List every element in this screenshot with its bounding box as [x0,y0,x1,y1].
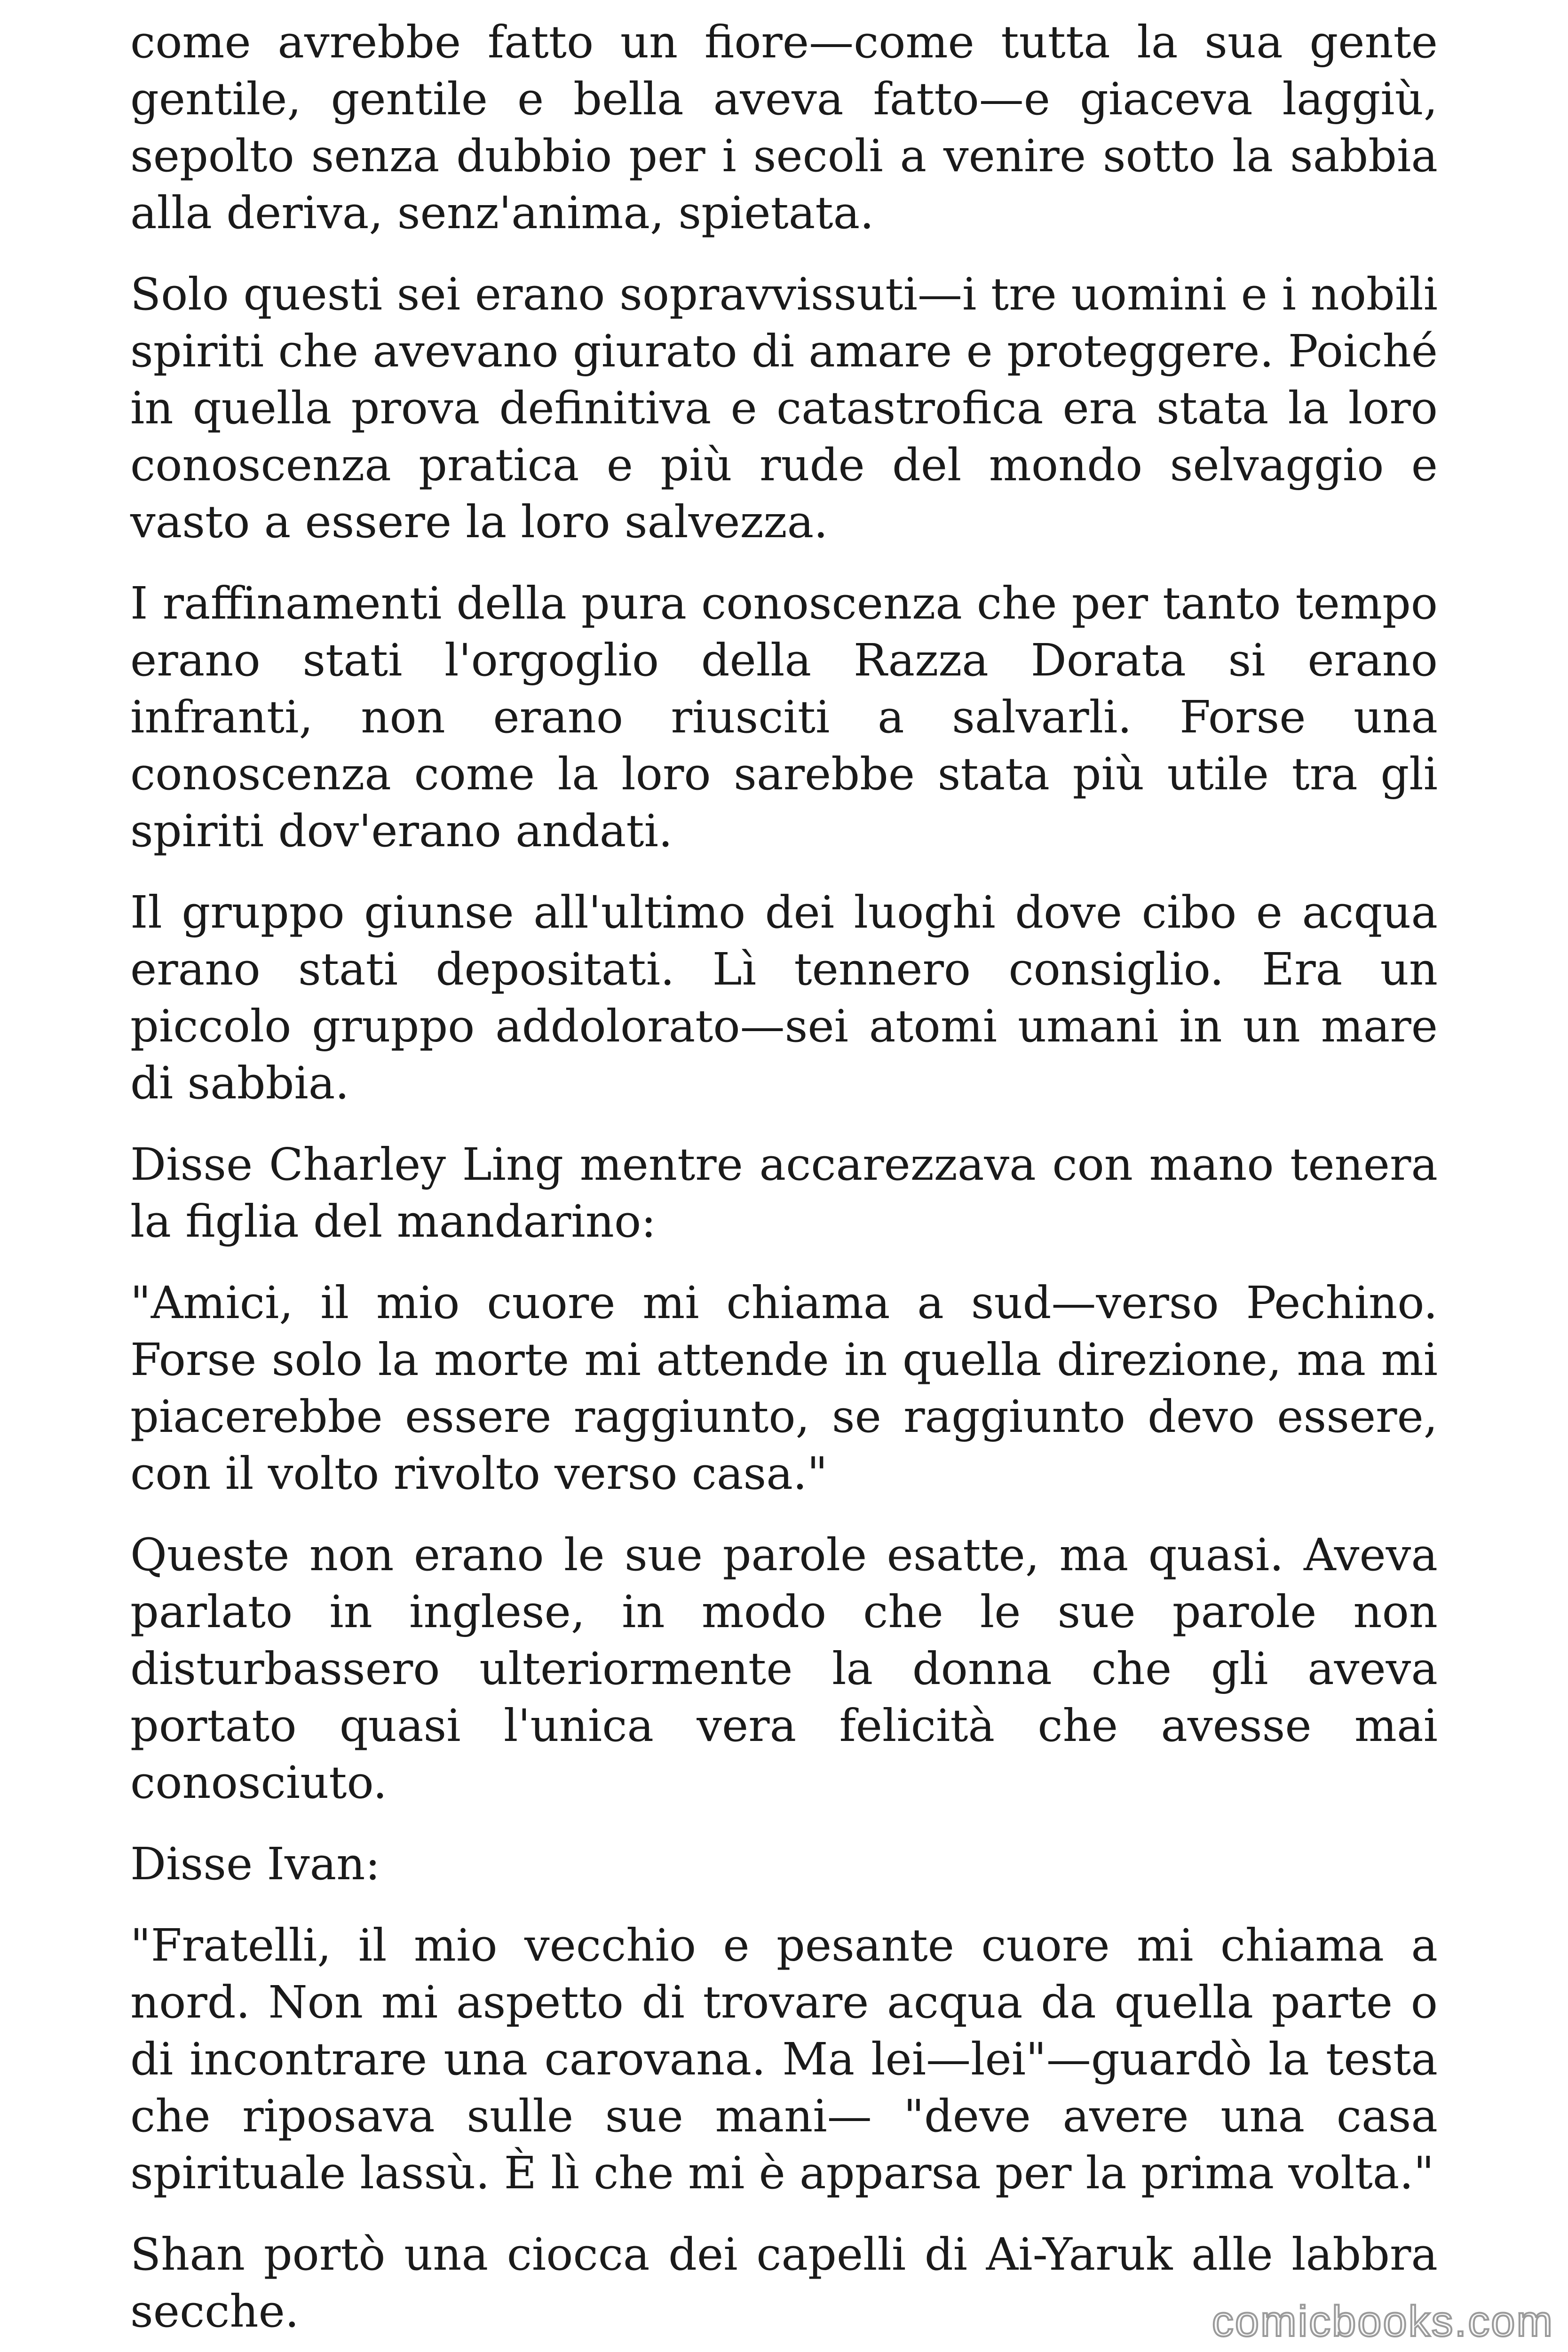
paragraph: "Amici, il mio cuore mi chiama a sud—verso Pechino. Forse solo la morte mi attende in quella direzione, ma mi piacerebbe essere raggiunto, se raggiunto devo essere, con il volto rivolto verso casa." [130,1277,1438,1500]
paragraph: Shan portò una ciocca dei capelli di Ai-Yaruk alle labbra secche. [130,2229,1438,2337]
paragraph: Solo questi sei erano sopravvissuti—i tre uomini e i nobili spiriti che avevano giurato di amare e proteggere. Poiché in quella prova definitiva e catastrofica era stata la loro conoscenza pratica e più rude del mondo selvaggio e vasto a essere la loro salvezza. [130,269,1438,548]
paragraph: I raffinamenti della pura conoscenza che per tanto tempo erano stati l'orgoglio della Razza Dorata si erano infranti, non erano riusciti a salvarli. Forse una conoscenza come la loro sarebbe stata più utile tra gli spiriti dov'erano andati. [130,578,1438,857]
paragraph: "Fratelli, il mio vecchio e pesante cuore mi chiama a nord. Non mi aspetto di trovare acqua da quella parte o di incontrare una carovana. Ma lei—lei"—guardò la testa che riposava sulle sue mani— "deve avere una casa spirituale lassù. È lì che mi è apparsa per la prima volta." [130,1920,1438,2199]
watermark: comicbooks.com [1212,2297,1554,2345]
paragraph: Queste non erano le sue parole esatte, ma quasi. Aveva parlato in inglese, in modo che le sue parole non disturbassero ulteriormente la donna che gli aveva portato quasi l'unica vera felicità che avesse mai conosciuto. [130,1529,1438,1809]
paragraph: Disse Charley Ling mentre accarezzava con mano tenera la figlia del mandarino: [130,1139,1438,1248]
paragraph: Il gruppo giunse all'ultimo dei luoghi dove cibo e acqua erano stati depositati. Lì tennero consiglio. Era un piccolo gruppo addolorato—sei atomi umani in un mare di sabbia. [130,887,1438,1109]
book-page-text [130,14,1438,2352]
paragraph: Disse Ivan: [130,1838,380,1890]
paragraph: come avrebbe fatto un fiore—come tutta la sua gente gentile, gentile e bella aveva fatto—e giaceva laggiù, sepolto senza dubbio per i secoli a venire sotto la sabbia alla deriva, senz'anima, spietata. [130,16,1438,239]
